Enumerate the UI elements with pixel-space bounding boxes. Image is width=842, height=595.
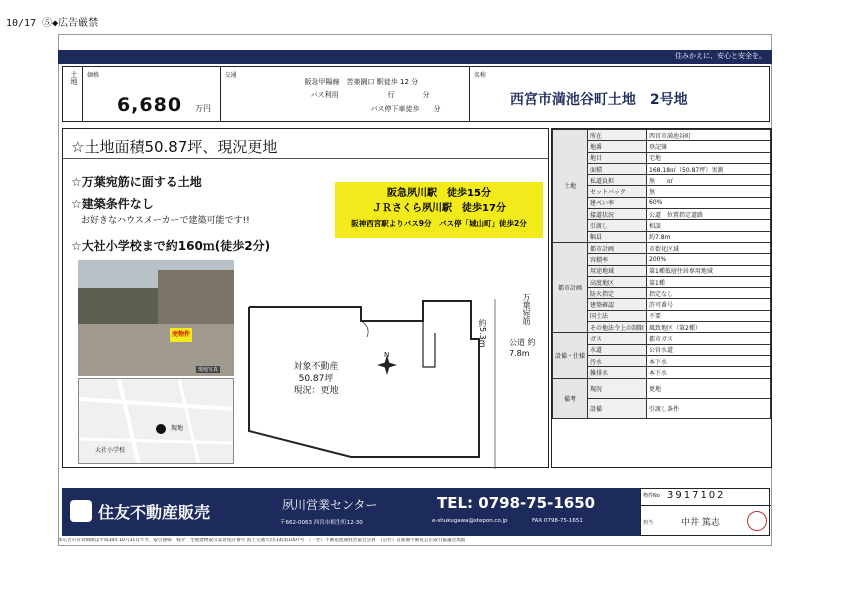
price-cell (83, 67, 221, 121)
plot-label-1: 対象不動産 (293, 362, 339, 372)
spec-value: 風致地区（第2種） (647, 322, 771, 333)
spec-value: 都市ガス (647, 333, 771, 344)
headline: ☆土地面積50.87坪、現況更地 (71, 138, 278, 156)
spec-value: 168.18㎡（50.87坪）実測 (647, 163, 771, 174)
north-label: N (384, 351, 390, 359)
phone-number: TEL: 0798-75-1650 (437, 494, 596, 512)
transport-line-3: バス停下車徒歩 分 (370, 105, 441, 113)
spec-section-city: 都市計画 (553, 242, 588, 332)
map-site-marker (156, 424, 166, 434)
spec-panel (551, 128, 772, 468)
spec-value: 相談 (647, 220, 771, 231)
feature-2: ☆建築条件なし (71, 197, 154, 211)
access-box (335, 182, 543, 238)
spec-value: 指定なし (647, 288, 771, 299)
name-label: 名称 (473, 72, 486, 79)
branch-name: 夙川営業センター (282, 498, 378, 512)
property-name: 西宮市満池谷町土地 2号地 (509, 92, 688, 108)
transport-line-1: 阪急甲陽線 苦楽園口 駅徒歩 12 分 (304, 78, 419, 86)
photo-house (158, 270, 234, 328)
code-divider (641, 505, 771, 506)
area-map (78, 378, 234, 464)
transport-line-2: バス利用 行 分 (310, 91, 430, 99)
photo-trees (78, 288, 168, 324)
plot-arc (361, 321, 368, 337)
transport-cell (221, 67, 470, 121)
spec-key: 現況 (588, 378, 647, 398)
spec-key: 引渡し (588, 220, 647, 231)
category-cell (63, 67, 83, 121)
spec-row (553, 378, 771, 398)
feature-1: ☆万葉宛筋に面する土地 (71, 175, 202, 189)
code-box (640, 488, 770, 536)
spec-table (552, 129, 771, 419)
access-line-1: 阪急夙川駅 徒歩15分 (387, 188, 491, 199)
email-address: e-shukugawa@stepon.co.jp (432, 518, 508, 524)
spec-key: 用途地域 (588, 265, 647, 276)
spec-key: 都市計画 (588, 242, 647, 253)
top-strip (58, 50, 772, 64)
spec-key: セットバック (588, 186, 647, 197)
footer-bar (62, 488, 770, 536)
access-line-2: ＪＲさくら夙川駅 徒歩17分 (372, 203, 506, 214)
fine-print: 本広告の有効期限は平成30年10月31日です。取引態様：媒介 宅地建物取引業者免許番号 国土交通大臣(14)第1007号 （一社）不動産流通経営協会会員 （公社）首都圏不動産公正取引協議会加盟 (58, 538, 466, 543)
spec-value: 更地 (647, 378, 771, 398)
seal-stamp (747, 511, 767, 531)
staff-label: 担当 (643, 520, 654, 526)
document-stamp: 10/17 ⑤◆広告厳禁 (6, 18, 99, 29)
staff-name: 中井 篤志 (681, 518, 720, 528)
spec-key: 汚水 (588, 355, 647, 366)
feature-2-sub: お好きなハウスメーカーで建築可能です!! (81, 216, 250, 226)
spec-value: 60% (647, 197, 771, 208)
plot-label-2: 50.87坪 (298, 374, 334, 384)
price-label: 価格 (86, 72, 99, 79)
spec-row (553, 333, 771, 344)
spec-key: 地目 (588, 152, 647, 163)
road-width: 公道 約7.8m (509, 338, 536, 358)
spec-value: 許可番号 (647, 299, 771, 310)
category-label: 土地 (70, 71, 78, 85)
for-sale-sign: 売物件 (170, 328, 192, 342)
spec-value: 公道 位置指定道路 (647, 209, 771, 220)
road-name: 万葉宛筋 (522, 293, 531, 325)
spec-value: 本下水 (647, 367, 771, 378)
price-unit: 万円 (194, 104, 211, 113)
code-value: 3917102 (667, 490, 726, 501)
top-strip-slogan: 住みかえに、安心と安全を。 (675, 52, 766, 60)
plot-label-block (271, 361, 361, 397)
spec-value: 200% (647, 254, 771, 265)
spec-value: 本下水 (647, 355, 771, 366)
plot-label-3: 現況：更地 (293, 386, 339, 396)
spec-key: 防火指定 (588, 288, 647, 299)
spec-value: 不要 (647, 310, 771, 321)
spec-section-notes: 備考 (553, 378, 588, 418)
spec-value: 無 (647, 186, 771, 197)
info-bar (62, 66, 770, 122)
spec-row (553, 130, 771, 141)
spec-key: 地番 (588, 141, 647, 152)
branch-address: 〒662-0063 西宮市相生町12-30 (280, 520, 363, 526)
spec-key: 雑排水 (588, 367, 647, 378)
spec-key: 建ぺい率 (588, 197, 647, 208)
spec-key: 容積率 (588, 254, 647, 265)
spec-section-equip: 設備・仕様 (553, 333, 588, 378)
transport-label: 交通 (224, 72, 237, 79)
access-line-3: 阪神西宮駅よりバス9分 バス停「城山町」徒歩2分 (351, 219, 527, 228)
spec-key: ガス (588, 333, 647, 344)
headline-bar (63, 129, 548, 159)
company-logo-icon (70, 500, 92, 522)
spec-value: 西宮市満池谷町 (647, 130, 771, 141)
spec-value: 宅地 (647, 152, 771, 163)
spec-section-land: 土地 (553, 130, 588, 243)
spec-value: 市街化区域 (647, 242, 771, 253)
spec-key: 所在 (588, 130, 647, 141)
spec-value: 登記簿 (647, 141, 771, 152)
code-label: 物件No (643, 493, 660, 499)
frontage-dimension: 約5.3m (478, 319, 487, 348)
company-name: 住友不動産販売 (98, 503, 211, 522)
spec-value: 引渡し条件 (647, 398, 771, 418)
spec-value: 約7.8m (647, 231, 771, 242)
spec-key: その他法令上の制限 (588, 322, 647, 333)
feature-3: ☆大社小学校まで約160ｍ(徒歩2分) (71, 239, 271, 253)
spec-key: 水道 (588, 344, 647, 355)
price-value: 6,680 (116, 94, 183, 116)
photo-caption: 現地写真 (198, 367, 219, 373)
spec-value: 公営水道 (647, 344, 771, 355)
spec-key: 建築確認 (588, 299, 647, 310)
plot-inner-line (423, 321, 435, 367)
map-school-label: 大社小学校 (95, 447, 126, 454)
spec-row (553, 242, 771, 253)
name-cell (470, 67, 769, 121)
map-site-label: 現地 (171, 425, 184, 432)
spec-key: 国土法 (588, 310, 647, 321)
spec-value: 第1種 (647, 276, 771, 287)
fax-number: FAX 0798-75-1651 (532, 518, 583, 524)
spec-key: 私道負担 (588, 175, 647, 186)
spec-value: 第1種低層住居専用地域 (647, 265, 771, 276)
spec-value: 無 ㎡ (647, 175, 771, 186)
spec-key: 接道状況 (588, 209, 647, 220)
site-photo (78, 260, 234, 376)
spec-key: 設備 (588, 398, 647, 418)
spec-key: 高度地区 (588, 276, 647, 287)
spec-key: 幅員 (588, 231, 647, 242)
spec-key: 面積 (588, 163, 647, 174)
